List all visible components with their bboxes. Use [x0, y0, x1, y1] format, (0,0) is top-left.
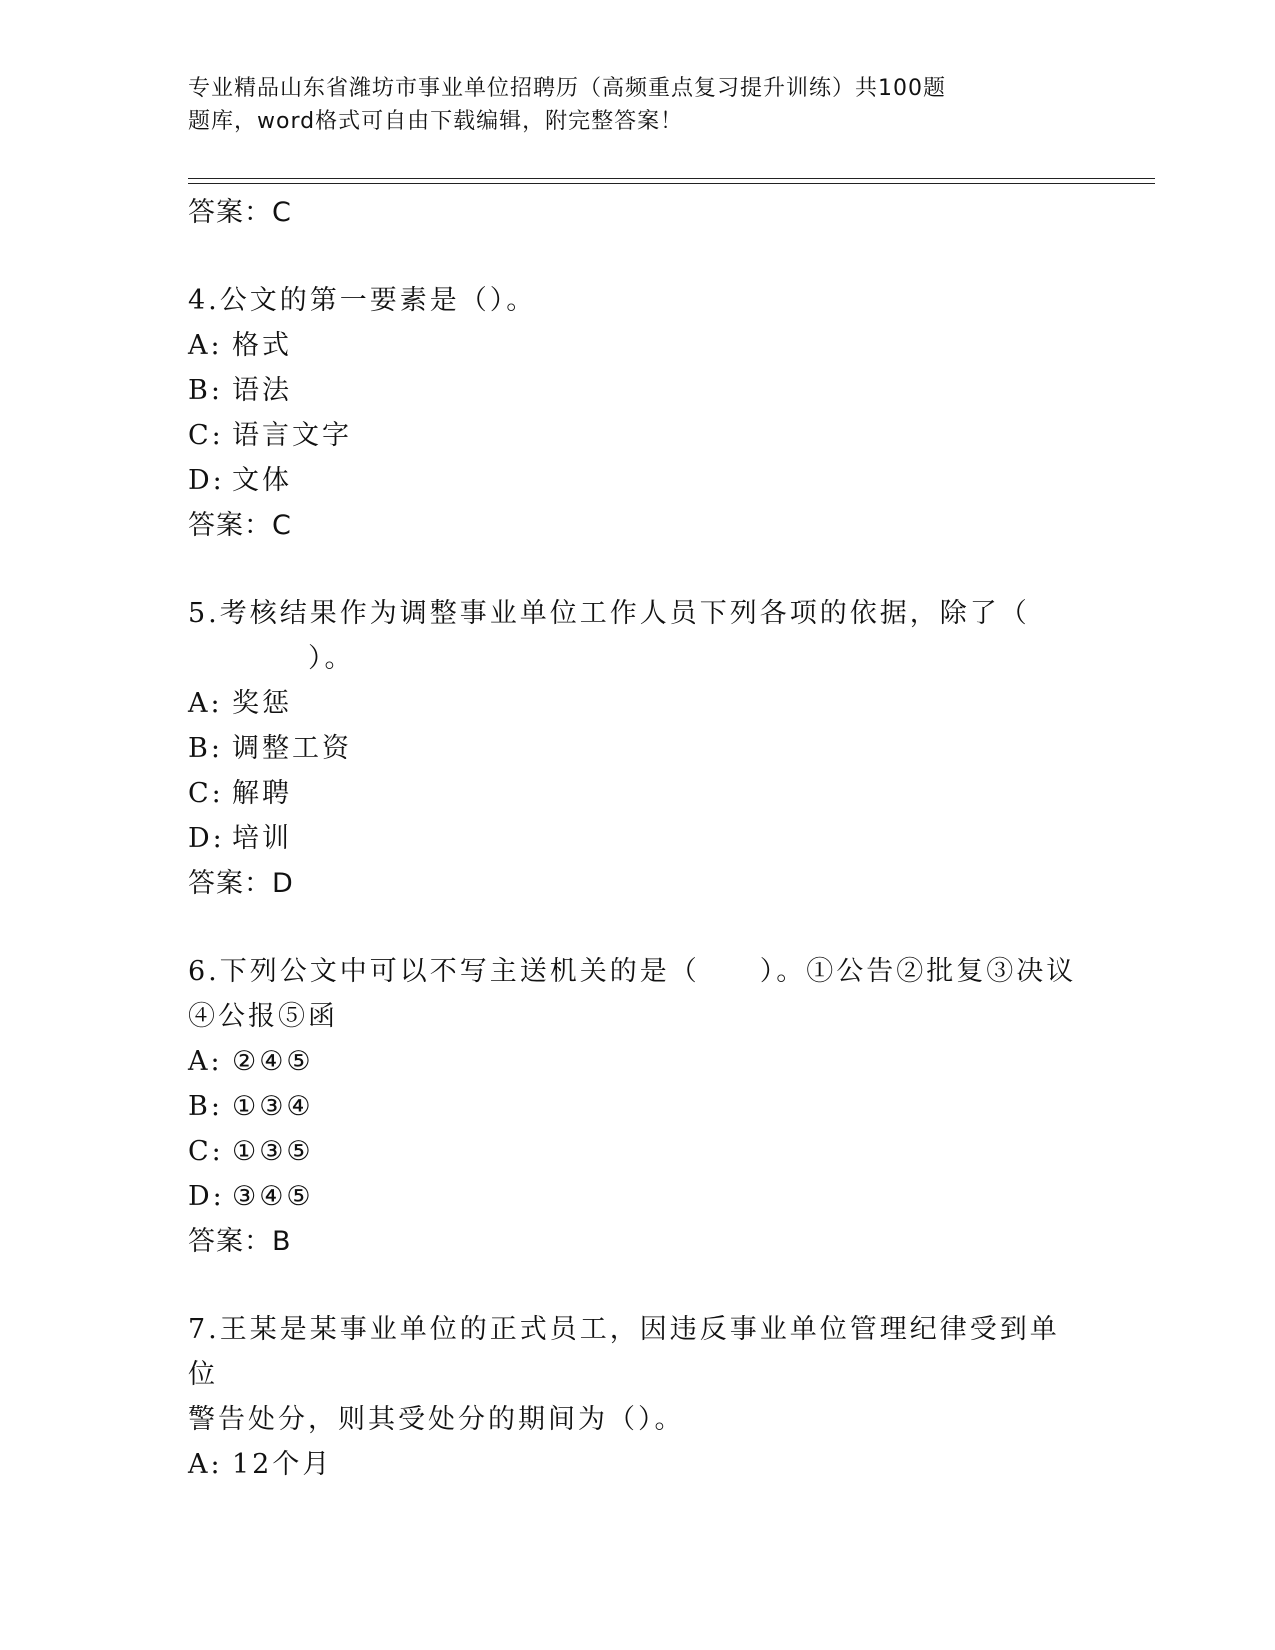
option-a — [188, 681, 1088, 726]
option-text: 格式 — [232, 330, 292, 361]
option-text: ①③④ — [232, 1091, 314, 1122]
option-d — [188, 1174, 1088, 1219]
option-text: 奖惩 — [232, 688, 292, 719]
option-letter: D: — [188, 1181, 225, 1212]
option-text: 培训 — [232, 823, 292, 854]
option-letter: B: — [188, 1091, 223, 1122]
option-letter: B: — [188, 375, 223, 406]
header-double-rule — [188, 178, 1155, 184]
option-letter: D: — [188, 823, 225, 854]
option-d — [188, 458, 1088, 503]
option-text: ②④⑤ — [232, 1046, 314, 1077]
question-stem: 6.下列公文中可以不写主送机关的是（ ）。①公告②批复③决议 ④公报⑤函 — [188, 956, 1077, 1032]
option-c — [188, 413, 1088, 458]
option-letter: A: — [188, 330, 223, 361]
question-7 — [188, 1307, 1088, 1487]
question-stem: 7.王某是某事业单位的正式员工，因违反事业单位管理纪律受到单位 警告处分，则其受处分的期间为（）。 — [188, 1314, 1060, 1435]
question-6 — [188, 949, 1088, 1264]
option-text: 12个月 — [232, 1449, 333, 1480]
question-4 — [188, 278, 1088, 548]
option-text: 调整工资 — [232, 733, 352, 764]
option-letter: D: — [188, 465, 225, 496]
option-text: 解聘 — [232, 778, 292, 809]
option-text: ①③⑤ — [232, 1136, 314, 1167]
document-header — [188, 72, 1028, 138]
option-text: 语言文字 — [232, 420, 352, 451]
option-letter: C: — [188, 1136, 224, 1167]
option-a — [188, 323, 1088, 368]
option-text: 文体 — [232, 465, 292, 496]
option-d — [188, 816, 1088, 861]
option-a — [188, 1039, 1088, 1084]
header-title-line-2: 题库，word格式可自由下载编辑，附完整答案！ — [188, 109, 684, 134]
question-answer: 答案：D — [188, 868, 294, 899]
option-b — [188, 368, 1088, 413]
option-text: ③④⑤ — [232, 1181, 314, 1212]
question-5 — [188, 591, 1088, 906]
previous-answer: 答案：C — [188, 197, 292, 228]
question-list — [188, 190, 1088, 1487]
question-stem: 4.公文的第一要素是（）。 — [188, 285, 537, 316]
option-letter: B: — [188, 733, 223, 764]
option-letter: C: — [188, 778, 224, 809]
question-answer: 答案：C — [188, 510, 292, 541]
question-stem: 5.考核结果作为调整事业单位工作人员下列各项的依据，除了（ ）。 — [188, 598, 1030, 674]
option-letter: C: — [188, 420, 224, 451]
option-a — [188, 1442, 1088, 1487]
option-letter: A: — [188, 688, 223, 719]
option-c — [188, 771, 1088, 816]
header-title-line-1: 专业精品山东省潍坊市事业单位招聘历（高频重点复习提升训练）共100题 — [188, 76, 946, 101]
option-letter: A: — [188, 1046, 223, 1077]
option-b — [188, 726, 1088, 771]
question-answer: 答案：B — [188, 1226, 292, 1257]
option-letter: A: — [188, 1449, 223, 1480]
option-text: 语法 — [232, 375, 292, 406]
option-c — [188, 1129, 1088, 1174]
option-b — [188, 1084, 1088, 1129]
